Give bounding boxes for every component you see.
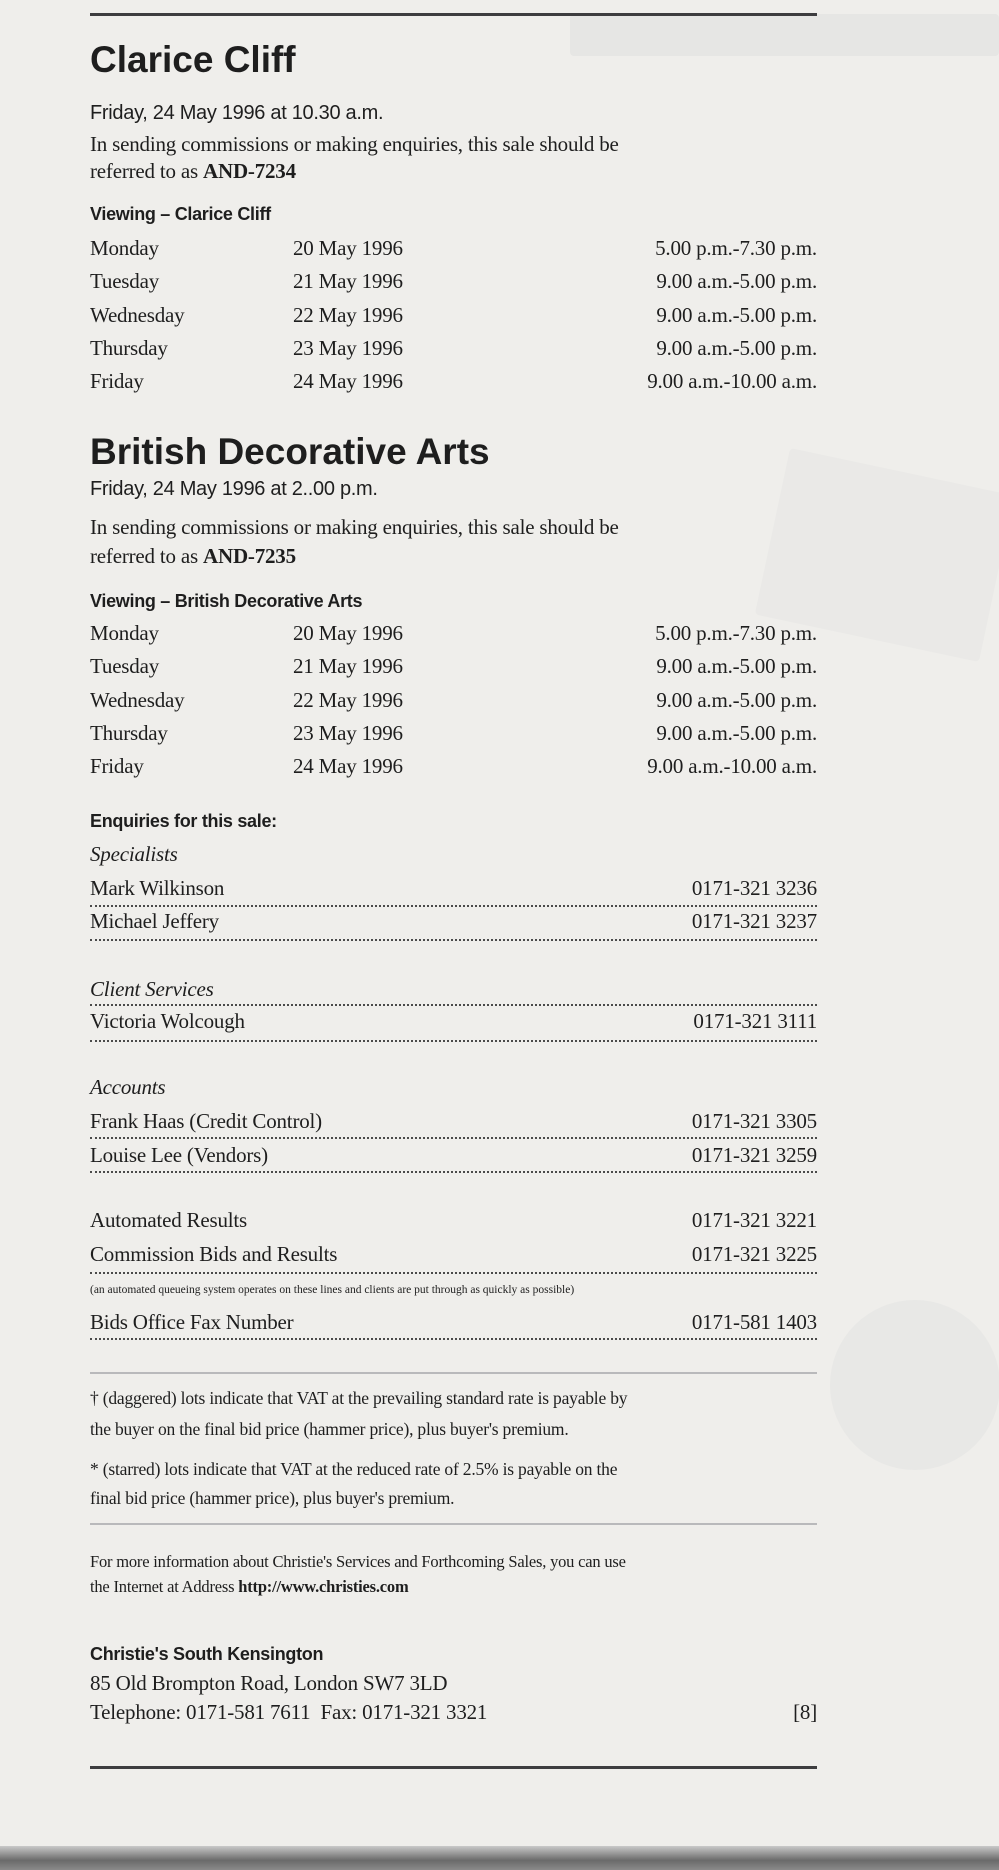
- contact-name: Michael Jeffery: [90, 909, 219, 933]
- viewing-day: Thursday: [90, 335, 168, 360]
- enquiries-heading: Enquiries for this sale:: [90, 811, 277, 831]
- viewing-date: 23 May 1996: [293, 720, 403, 745]
- contact-row: [90, 874, 817, 902]
- ref-prefix: referred to as: [90, 544, 204, 568]
- info-line: For more information about Christie's Services and Forthcoming Sales, you can use: [90, 1552, 626, 1571]
- bottom-rule: [90, 1766, 817, 1769]
- contact-name: Automated Results: [90, 1208, 248, 1232]
- viewing-time: 9.00 a.m.-5.00 p.m.: [656, 720, 817, 745]
- contact-row: [90, 1141, 817, 1169]
- viewing-time: 5.00 p.m.-7.30 p.m.: [655, 236, 817, 260]
- contact-row: [90, 1007, 817, 1035]
- specialists-label: Specialists: [90, 842, 178, 866]
- viewing-date: 22 May 1996: [293, 302, 403, 327]
- viewing-time: 9.00 a.m.-10.00 a.m.: [647, 754, 817, 779]
- contact-row: [90, 907, 817, 935]
- ref-prefix: referred to as: [90, 159, 204, 183]
- sale-ref-code-line: [90, 157, 817, 185]
- contact-phone: 0171-321 3221: [691, 1208, 817, 1232]
- viewing-date: 21 May 1996: [293, 654, 403, 679]
- divider-rule: [90, 1372, 817, 1374]
- contact-name: Victoria Wolcough: [90, 1009, 245, 1033]
- dotted-divider: [90, 1171, 817, 1173]
- sale-code: AND-7235: [203, 544, 296, 568]
- viewing-time: 9.00 a.m.-5.00 p.m.: [656, 335, 817, 360]
- viewing-date: 24 May 1996: [293, 754, 403, 779]
- viewing-heading: Viewing – British Decorative Arts: [90, 591, 363, 611]
- sale-datetime: Friday, 24 May 1996 at 10.30 a.m.: [90, 102, 384, 124]
- contact-row: [90, 1308, 817, 1336]
- viewing-time: 9.00 a.m.-5.00 p.m.: [656, 687, 817, 712]
- dagger-note-line: † (daggered) lots indicate that VAT at the prevailing standard rate is payable by: [90, 1388, 628, 1408]
- viewing-date: 20 May 1996: [293, 621, 403, 645]
- viewing-day: Wednesday: [90, 687, 185, 712]
- footer-company: Christie's South Kensington: [90, 1644, 324, 1664]
- queue-note: (an automated queueing system operates on these lines and clients are put through as quickly as possible): [90, 1284, 575, 1296]
- contact-row: [90, 1107, 817, 1135]
- sale-datetime: Friday, 24 May 1996 at 2..00 p.m.: [90, 478, 378, 500]
- contact-phone: 0171-321 3111: [693, 1009, 817, 1033]
- contact-name: Frank Haas (Credit Control): [90, 1109, 322, 1133]
- viewing-day: Tuesday: [90, 654, 160, 679]
- viewing-day: Friday: [90, 754, 144, 779]
- viewing-time: 5.00 p.m.-7.30 p.m.: [655, 621, 817, 645]
- scan-edge: [0, 1846, 999, 1870]
- footer-contact: [90, 1698, 817, 1726]
- dotted-divider: [90, 1004, 817, 1006]
- dotted-divider: [90, 1338, 817, 1340]
- contact-name: Commission Bids and Results: [90, 1242, 338, 1266]
- divider-rule: [90, 1523, 817, 1525]
- footer-address: 85 Old Brompton Road, London SW7 3LD: [90, 1671, 448, 1695]
- star-note-line: * (starred) lots indicate that VAT at the reduced rate of 2.5% is payable on the: [90, 1459, 618, 1479]
- dotted-divider: [90, 1272, 817, 1274]
- page-number: [8]: [793, 1700, 817, 1724]
- viewing-date: 23 May 1996: [293, 335, 403, 360]
- top-rule: [90, 13, 817, 16]
- website-link[interactable]: http://www.christies.com: [238, 1577, 409, 1596]
- viewing-time: 9.00 a.m.-10.00 a.m.: [647, 369, 817, 394]
- viewing-date: 21 May 1996: [293, 269, 403, 294]
- footer-phone-fax: Telephone: 0171-581 7611 Fax: 0171-321 3321: [90, 1700, 488, 1724]
- viewing-time: 9.00 a.m.-5.00 p.m.: [656, 654, 817, 679]
- contact-phone: 0171-321 3225: [691, 1242, 817, 1266]
- contact-row: [90, 1240, 817, 1268]
- sale-title: British Decorative Arts: [90, 431, 490, 472]
- viewing-day: Thursday: [90, 720, 168, 745]
- viewing-time: 9.00 a.m.-5.00 p.m.: [656, 302, 817, 327]
- viewing-day: Tuesday: [90, 269, 160, 294]
- viewing-day: Monday: [90, 621, 159, 645]
- contact-phone: 0171-321 3237: [691, 909, 817, 933]
- contact-name: Mark Wilkinson: [90, 876, 225, 900]
- star-note-line: final bid price (hammer price), plus buyer's premium.: [90, 1488, 455, 1508]
- viewing-date: 24 May 1996: [293, 369, 403, 394]
- dotted-divider: [90, 1040, 817, 1042]
- sale-ref-line: In sending commissions or making enquiries, this sale should be: [90, 132, 619, 156]
- viewing-day: Wednesday: [90, 302, 185, 327]
- contact-phone: 0171-321 3236: [691, 876, 817, 900]
- contact-phone: 0171-321 3305: [691, 1109, 817, 1133]
- viewing-time: 9.00 a.m.-5.00 p.m.: [656, 269, 817, 294]
- show-through: [830, 1300, 999, 1470]
- viewing-day: Friday: [90, 369, 144, 394]
- contact-name: Louise Lee (Vendors): [90, 1143, 268, 1167]
- dotted-divider: [90, 1137, 817, 1139]
- sale-title: Clarice Cliff: [90, 39, 296, 80]
- viewing-heading: Viewing – Clarice Cliff: [90, 204, 271, 224]
- contact-name: Bids Office Fax Number: [90, 1310, 294, 1334]
- viewing-date: 22 May 1996: [293, 687, 403, 712]
- client-services-label: Client Services: [90, 977, 214, 1001]
- dagger-note-line: the buyer on the final bid price (hammer price), plus buyer's premium.: [90, 1419, 569, 1439]
- contact-row: [90, 1206, 817, 1234]
- sale-ref-line: In sending commissions or making enquiries, this sale should be: [90, 515, 619, 539]
- dotted-divider: [90, 939, 817, 941]
- info-line: [90, 1573, 817, 1601]
- viewing-date: 20 May 1996: [293, 236, 403, 260]
- contact-phone: 0171-581 1403: [691, 1310, 817, 1334]
- accounts-label: Accounts: [90, 1075, 166, 1099]
- sale-ref-code-line: [90, 542, 817, 570]
- contact-phone: 0171-321 3259: [691, 1143, 817, 1167]
- info-prefix: the Internet at Address: [90, 1577, 239, 1596]
- viewing-day: Monday: [90, 236, 159, 260]
- sale-code: AND-7234: [203, 159, 296, 183]
